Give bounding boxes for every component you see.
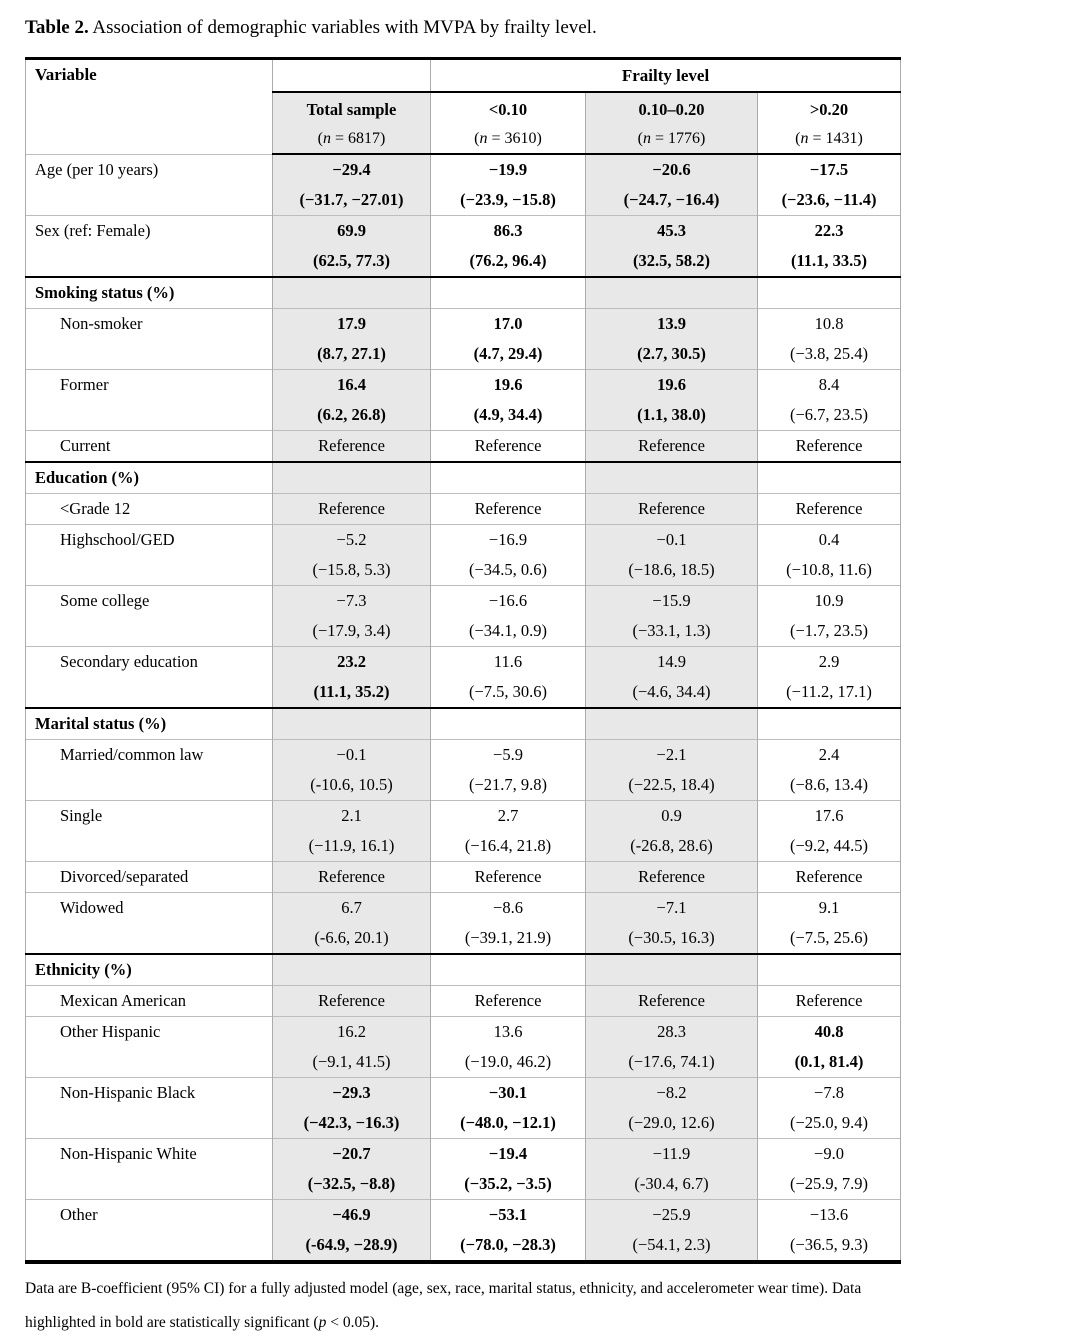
value-cell <box>431 801 586 862</box>
value-cell <box>586 1139 758 1200</box>
confidence-interval: (−3.8, 25.4) <box>789 344 869 363</box>
value-cell: Reference <box>273 862 431 893</box>
table-row <box>26 862 901 893</box>
value-cell: Reference <box>586 986 758 1017</box>
value-cell <box>431 740 586 801</box>
coefficient-value: 13.6 <box>493 1022 523 1041</box>
coefficient-value: −2.1 <box>656 745 687 764</box>
confidence-interval: (−7.5, 30.6) <box>468 682 548 701</box>
coefficient-value: −30.1 <box>488 1083 528 1102</box>
value-cell <box>273 1078 431 1139</box>
coefficient-value: −46.9 <box>332 1205 371 1224</box>
coefficient-value: −29.3 <box>332 1083 371 1102</box>
confidence-interval: (−22.5, 18.4) <box>628 775 715 794</box>
value-cell <box>758 893 901 955</box>
variable-column-header: Variable <box>26 59 273 155</box>
table-caption-number: Table 2. <box>25 17 89 38</box>
column-label: <0.10 <box>488 100 528 119</box>
coefficient-value: −0.1 <box>336 745 367 764</box>
table-row <box>26 494 901 525</box>
value-cell <box>431 647 586 709</box>
confidence-interval: (−35.2, −3.5) <box>464 1174 552 1193</box>
coefficient-value: −19.4 <box>488 1144 528 1163</box>
column-label: >0.20 <box>809 100 849 119</box>
row-label: Former <box>26 370 273 431</box>
column-header-frailty-mid <box>586 92 758 154</box>
value-cell: Reference <box>431 431 586 463</box>
column-n: (n = 1431) <box>795 130 863 147</box>
coefficient-value: −17.5 <box>809 160 849 179</box>
confidence-interval: (−6.7, 23.5) <box>789 405 869 424</box>
empty-cell <box>758 462 901 494</box>
coefficient-value: 22.3 <box>814 221 844 240</box>
table-row <box>26 740 901 801</box>
coefficient-value: −20.6 <box>652 160 691 179</box>
confidence-interval: (11.1, 35.2) <box>313 682 390 701</box>
coefficient-value: 6.7 <box>341 898 362 917</box>
row-label: Ethnicity (%) <box>26 954 273 986</box>
table-row <box>26 431 901 463</box>
coefficient-value: 2.9 <box>818 652 840 671</box>
coefficient-value: −7.1 <box>656 898 687 917</box>
value-cell: Reference <box>758 431 901 463</box>
coefficient-value: −0.1 <box>656 530 687 549</box>
value-cell: Reference <box>273 494 431 525</box>
empty-cell <box>273 277 431 309</box>
value-cell <box>273 154 431 216</box>
confidence-interval: (−30.5, 16.3) <box>628 928 715 947</box>
value-cell <box>758 525 901 586</box>
confidence-interval: (−25.9, 7.9) <box>789 1174 869 1193</box>
value-cell <box>586 647 758 709</box>
row-label: Divorced/separated <box>26 862 273 893</box>
value-cell: Reference <box>431 986 586 1017</box>
confidence-interval: (−34.1, 0.9) <box>468 621 548 640</box>
value-cell <box>273 801 431 862</box>
coefficient-value: 9.1 <box>818 898 840 917</box>
value-cell <box>273 893 431 955</box>
confidence-interval: (−19.0, 46.2) <box>464 1052 552 1071</box>
row-label: Age (per 10 years) <box>26 154 273 216</box>
column-n: (n = 6817) <box>317 130 386 147</box>
coefficient-value: 16.2 <box>337 1022 366 1041</box>
coefficient-value: 13.9 <box>657 314 686 333</box>
row-label: Highschool/GED <box>26 525 273 586</box>
coefficient-value: −7.8 <box>814 1083 844 1102</box>
confidence-interval: (11.1, 33.5) <box>790 251 868 270</box>
value-cell <box>586 1078 758 1139</box>
coefficient-value: 17.6 <box>814 806 844 825</box>
section-row <box>26 462 901 494</box>
empty-cell <box>431 277 586 309</box>
confidence-interval: (−10.8, 11.6) <box>786 560 872 579</box>
coefficient-value: −11.9 <box>652 1144 691 1163</box>
coefficient-value: −7.3 <box>336 591 367 610</box>
value-cell: Reference <box>758 494 901 525</box>
coefficient-value: 10.9 <box>814 591 844 610</box>
coefficient-value: 17.9 <box>337 314 366 333</box>
value-cell <box>586 525 758 586</box>
row-label: <Grade 12 <box>26 494 273 525</box>
row-label: Non-Hispanic Black <box>26 1078 273 1139</box>
empty-cell <box>758 954 901 986</box>
coefficient-value: 45.3 <box>657 221 686 240</box>
empty-cell <box>758 277 901 309</box>
column-header-frailty-high <box>758 92 901 154</box>
row-label: Non-Hispanic White <box>26 1139 273 1200</box>
empty-cell <box>758 708 901 740</box>
value-cell <box>758 586 901 647</box>
row-label: Marital status (%) <box>26 708 273 740</box>
coefficient-value: 28.3 <box>657 1022 686 1041</box>
empty-cell <box>431 462 586 494</box>
confidence-interval: (−18.6, 18.5) <box>628 560 715 579</box>
coefficient-value: 86.3 <box>493 221 523 240</box>
table-row <box>26 309 901 370</box>
confidence-interval: (−33.1, 1.3) <box>632 621 711 640</box>
value-cell: Reference <box>273 431 431 463</box>
value-cell <box>273 740 431 801</box>
value-cell <box>431 370 586 431</box>
confidence-interval: (−48.0, −12.1) <box>460 1113 556 1132</box>
value-cell <box>431 216 586 278</box>
confidence-interval: (−7.5, 25.6) <box>789 928 869 947</box>
value-cell: Reference <box>586 494 758 525</box>
coefficient-value: −13.6 <box>809 1205 849 1224</box>
confidence-interval: (−11.9, 16.1) <box>308 836 395 855</box>
confidence-interval: (−23.9, −15.8) <box>460 190 556 209</box>
table-row <box>26 1139 901 1200</box>
value-cell <box>273 525 431 586</box>
value-cell: Reference <box>586 862 758 893</box>
confidence-interval: (0.1, 81.4) <box>794 1052 864 1071</box>
confidence-interval: (8.7, 27.1) <box>317 344 386 363</box>
value-cell <box>431 586 586 647</box>
table-row <box>26 154 901 216</box>
row-label: Education (%) <box>26 462 273 494</box>
table-row <box>26 525 901 586</box>
column-label: 0.10–0.20 <box>638 100 705 119</box>
value-cell <box>758 740 901 801</box>
row-label: Widowed <box>26 893 273 955</box>
confidence-interval: (-30.4, 6.7) <box>634 1174 709 1193</box>
value-cell <box>758 647 901 709</box>
confidence-interval: (2.7, 30.5) <box>637 344 706 363</box>
value-cell <box>431 1200 586 1263</box>
empty-cell <box>273 462 431 494</box>
confidence-interval: (−23.6, −11.4) <box>781 190 877 209</box>
value-cell <box>758 216 901 278</box>
row-label: Some college <box>26 586 273 647</box>
confidence-interval: (-26.8, 28.6) <box>630 836 713 855</box>
confidence-interval: (−78.0, −28.3) <box>460 1235 556 1254</box>
row-label: Smoking status (%) <box>26 277 273 309</box>
coefficient-value: 16.4 <box>337 375 366 394</box>
row-label: Married/common law <box>26 740 273 801</box>
coefficient-value: −19.9 <box>488 160 528 179</box>
confidence-interval: (−9.1, 41.5) <box>312 1052 391 1071</box>
value-cell <box>586 216 758 278</box>
confidence-interval: (−16.4, 21.8) <box>464 836 552 855</box>
confidence-interval: (−8.6, 13.4) <box>789 775 869 794</box>
value-cell: Reference <box>431 494 586 525</box>
confidence-interval: (32.5, 58.2) <box>633 251 710 270</box>
table-caption-text: Association of demographic variables with MVPA by frailty level. <box>88 17 597 38</box>
row-label: Single <box>26 801 273 862</box>
value-cell <box>586 893 758 955</box>
value-cell: Reference <box>586 431 758 463</box>
table-row <box>26 647 901 709</box>
confidence-interval: (-10.6, 10.5) <box>310 775 393 794</box>
confidence-interval: (-6.6, 20.1) <box>314 928 389 947</box>
empty-cell <box>431 708 586 740</box>
table-row <box>26 216 901 278</box>
value-cell <box>758 1200 901 1263</box>
empty-cell <box>273 708 431 740</box>
coefficient-value: −53.1 <box>488 1205 528 1224</box>
coefficient-value: −16.6 <box>488 591 528 610</box>
value-cell <box>273 216 431 278</box>
coefficient-value: 14.9 <box>657 652 686 671</box>
table-caption <box>0 0 1070 57</box>
coefficient-value: 8.4 <box>818 375 840 394</box>
frailty-level-group-header: Frailty level <box>431 59 901 93</box>
confidence-interval: (−24.7, −16.4) <box>623 190 720 209</box>
value-cell <box>758 309 901 370</box>
confidence-interval: (4.9, 34.4) <box>473 405 543 424</box>
confidence-interval: (−31.7, −27.01) <box>299 190 404 209</box>
column-n: (n = 3610) <box>474 130 542 147</box>
coefficient-value: −20.7 <box>332 1144 371 1163</box>
coefficient-value: −9.0 <box>814 1144 844 1163</box>
value-cell: Reference <box>273 986 431 1017</box>
column-header-frailty-low <box>431 92 586 154</box>
confidence-interval: (−15.8, 5.3) <box>312 560 391 579</box>
table-row <box>26 986 901 1017</box>
confidence-interval: (−32.5, −8.8) <box>307 1174 396 1193</box>
confidence-interval: (−42.3, −16.3) <box>303 1113 400 1132</box>
table-row <box>26 893 901 955</box>
value-cell <box>431 1078 586 1139</box>
coefficient-value: 17.0 <box>493 314 523 333</box>
coefficient-value: 2.4 <box>818 745 840 764</box>
value-cell <box>273 647 431 709</box>
empty-cell <box>586 462 758 494</box>
value-cell <box>273 309 431 370</box>
value-cell <box>586 586 758 647</box>
table-row <box>26 1078 901 1139</box>
coefficient-value: 2.1 <box>341 806 362 825</box>
coefficient-value: 2.7 <box>497 806 519 825</box>
coefficient-value: 11.6 <box>493 652 523 671</box>
row-label: Secondary education <box>26 647 273 709</box>
value-cell <box>431 525 586 586</box>
value-cell <box>431 1017 586 1078</box>
coefficient-value: 0.4 <box>818 530 840 549</box>
value-cell <box>586 1017 758 1078</box>
confidence-interval: (−4.6, 34.4) <box>632 682 711 701</box>
value-cell <box>273 1139 431 1200</box>
coefficient-value: −25.9 <box>652 1205 691 1224</box>
value-cell <box>586 801 758 862</box>
value-cell <box>431 893 586 955</box>
value-cell <box>758 154 901 216</box>
row-label: Mexican American <box>26 986 273 1017</box>
coefficient-value: 69.9 <box>337 221 366 240</box>
coefficient-value: −5.2 <box>336 530 367 549</box>
coefficient-value: 23.2 <box>337 652 366 671</box>
confidence-interval: (−29.0, 12.6) <box>628 1113 715 1132</box>
confidence-interval: (−36.5, 9.3) <box>789 1235 869 1254</box>
coefficient-value: 19.6 <box>493 375 523 394</box>
row-label: Other <box>26 1200 273 1263</box>
value-cell <box>273 1200 431 1263</box>
confidence-interval: (−25.0, 9.4) <box>789 1113 869 1132</box>
value-cell <box>431 154 586 216</box>
table-row <box>26 1017 901 1078</box>
coefficient-value: −15.9 <box>652 591 691 610</box>
confidence-interval: (6.2, 26.8) <box>317 405 386 424</box>
value-cell <box>586 309 758 370</box>
confidence-interval: (4.7, 29.4) <box>473 344 543 363</box>
coefficient-value: 0.9 <box>661 806 682 825</box>
table-row <box>26 586 901 647</box>
confidence-interval: (76.2, 96.4) <box>469 251 547 270</box>
empty-cell <box>586 954 758 986</box>
empty-cell <box>586 277 758 309</box>
coefficient-value: 10.8 <box>814 314 844 333</box>
value-cell: Reference <box>431 862 586 893</box>
value-cell <box>273 586 431 647</box>
column-label: Total sample <box>306 100 397 119</box>
coefficient-value: 40.8 <box>814 1022 844 1041</box>
section-row <box>26 708 901 740</box>
value-cell <box>586 370 758 431</box>
confidence-interval: (−21.7, 9.8) <box>468 775 548 794</box>
value-cell <box>758 370 901 431</box>
row-label: Non-smoker <box>26 309 273 370</box>
coefficient-value: −16.9 <box>488 530 528 549</box>
row-label: Other Hispanic <box>26 1017 273 1078</box>
footnote-line-1: Data are B-coefficient (95% CI) for a fully adjusted model (age, sex, race, marital status, ethnicity, and accelerometer wear time). Data <box>25 1280 862 1297</box>
confidence-interval: (−34.5, 0.6) <box>468 560 548 579</box>
coefficient-value: −8.6 <box>493 898 523 917</box>
confidence-interval: (−39.1, 21.9) <box>464 928 552 947</box>
confidence-interval: (−11.2, 17.1) <box>786 682 872 701</box>
confidence-interval: (−54.1, 2.3) <box>632 1235 711 1254</box>
coefficient-value: −29.4 <box>332 160 371 179</box>
confidence-interval: (−1.7, 23.5) <box>789 621 869 640</box>
column-n: (n = 1776) <box>637 130 706 147</box>
empty-cell <box>273 954 431 986</box>
value-cell <box>431 1139 586 1200</box>
value-cell <box>586 1200 758 1263</box>
confidence-interval: (−17.9, 3.4) <box>312 621 391 640</box>
value-cell <box>431 309 586 370</box>
value-cell: Reference <box>758 986 901 1017</box>
value-cell <box>758 1139 901 1200</box>
row-label: Sex (ref: Female) <box>26 216 273 278</box>
column-header-total-sample <box>273 92 431 154</box>
value-cell <box>273 1017 431 1078</box>
coefficient-value: 19.6 <box>657 375 686 394</box>
table-row <box>26 370 901 431</box>
coefficient-value: −5.9 <box>493 745 523 764</box>
coefficient-value: −8.2 <box>656 1083 687 1102</box>
confidence-interval: (−17.6, 74.1) <box>628 1052 715 1071</box>
empty-cell <box>586 708 758 740</box>
table-body <box>26 154 901 1262</box>
value-cell <box>273 370 431 431</box>
table-row <box>26 1200 901 1263</box>
empty-header-cell <box>273 59 431 93</box>
table-row <box>26 801 901 862</box>
section-row <box>26 954 901 986</box>
confidence-interval: (62.5, 77.3) <box>313 251 390 270</box>
table-footnote <box>25 1272 1060 1336</box>
results-table <box>25 57 901 1264</box>
value-cell <box>586 154 758 216</box>
row-label: Current <box>26 431 273 463</box>
confidence-interval: (-64.9, −28.9) <box>305 1235 398 1254</box>
value-cell <box>586 740 758 801</box>
footnote-line-2: highlighted in bold are statistically significant (p < 0.05). <box>25 1314 379 1331</box>
section-row <box>26 277 901 309</box>
value-cell <box>758 801 901 862</box>
confidence-interval: (1.1, 38.0) <box>637 405 706 424</box>
value-cell <box>758 1078 901 1139</box>
header-group-row <box>26 59 901 93</box>
empty-cell <box>431 954 586 986</box>
value-cell: Reference <box>758 862 901 893</box>
confidence-interval: (−9.2, 44.5) <box>789 836 869 855</box>
value-cell <box>758 1017 901 1078</box>
